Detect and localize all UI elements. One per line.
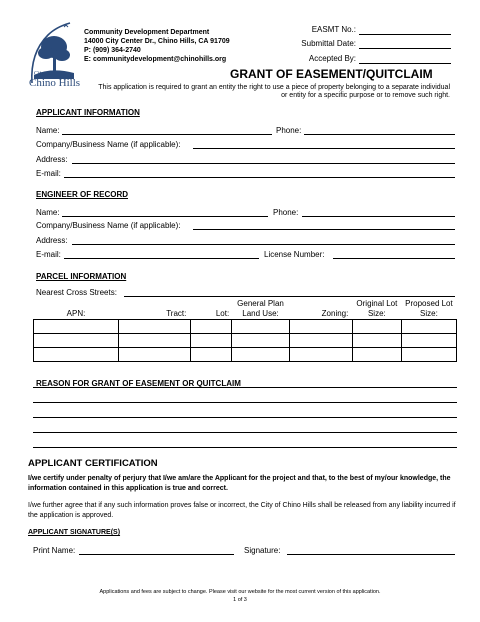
department-phone: P: (909) 364-2740 — [84, 47, 141, 54]
intro-text — [30, 84, 450, 100]
parcel-cell[interactable] — [290, 319, 353, 333]
easmt-field[interactable] — [359, 34, 451, 35]
logo-city-text: City of — [34, 71, 51, 77]
engineer-phone-field[interactable] — [302, 216, 455, 217]
reason-line[interactable] — [33, 387, 457, 388]
parcel-cell[interactable] — [119, 333, 191, 347]
applicant-heading: APPLICANT INFORMATION — [36, 108, 140, 117]
intro-line-1: This application is required to grant an entity the right to use a piece of property belonging to a separate individual — [98, 84, 450, 91]
print-name-label: Print Name: — [33, 546, 76, 555]
parcel-cell[interactable] — [231, 333, 290, 347]
reason-line[interactable] — [33, 402, 457, 403]
col-proposed-size: Proposed Lot Size: — [405, 298, 453, 318]
reason-heading: REASON FOR GRANT OF EASEMENT OR QUITCLAIM — [36, 379, 241, 388]
parcel-cell[interactable] — [352, 333, 401, 347]
footer — [0, 588, 480, 604]
applicant-address-field[interactable] — [72, 163, 455, 164]
parcel-cell[interactable] — [231, 347, 290, 361]
signature-label: Signature: — [244, 546, 281, 555]
parcel-row[interactable] — [34, 347, 457, 361]
applicant-name-label: Name: — [36, 126, 60, 135]
engineer-license-field[interactable] — [333, 258, 455, 259]
engineer-email-label: E-mail: — [36, 250, 61, 259]
submittal-label: Submittal Date: — [301, 39, 356, 48]
department-name: Community Development Department — [84, 29, 210, 36]
parcel-cell[interactable] — [34, 333, 119, 347]
department-address: 14000 City Center Dr., Chino Hills, CA 91709 — [84, 38, 230, 45]
parcel-header-row — [34, 297, 457, 319]
parcel-cell[interactable] — [231, 319, 290, 333]
engineer-heading: ENGINEER OF RECORD — [36, 190, 129, 199]
applicant-name-field[interactable] — [62, 134, 272, 135]
col-original-size: Original Lot Size: — [356, 298, 398, 318]
parcel-cell[interactable] — [119, 319, 191, 333]
reason-line[interactable] — [33, 417, 457, 418]
applicant-company-label: Company/Business Name (if applicable): — [36, 140, 181, 149]
parcel-table — [33, 297, 457, 362]
engineer-address-field[interactable] — [72, 244, 455, 245]
col-lot: Lot: — [215, 308, 230, 318]
accepted-by-field[interactable] — [359, 63, 451, 64]
department-info — [84, 28, 230, 64]
parcel-cell[interactable] — [290, 347, 353, 361]
parcel-row[interactable] — [34, 333, 457, 347]
signatures-heading: APPLICANT SIGNATURE(S) — [28, 529, 121, 536]
col-tract: Tract: — [166, 308, 187, 318]
applicant-address-label: Address: — [36, 155, 68, 164]
engineer-company-field[interactable] — [193, 229, 455, 230]
parcel-cell[interactable] — [401, 347, 456, 361]
logo-name-text: Chino Hills — [29, 77, 81, 89]
reason-line[interactable] — [33, 447, 457, 448]
applicant-phone-field[interactable] — [304, 134, 455, 135]
engineer-company-label: Company/Business Name (if applicable): — [36, 221, 181, 230]
parcel-cell[interactable] — [401, 333, 456, 347]
parcel-cell[interactable] — [190, 319, 231, 333]
parcel-heading: PARCEL INFORMATION — [36, 272, 127, 281]
col-land-use: General Plan Land Use: — [237, 298, 284, 318]
parcel-cell[interactable] — [190, 333, 231, 347]
city-logo — [26, 13, 81, 95]
parcel-row[interactable] — [34, 319, 457, 333]
page-number: 1 of 3 — [233, 597, 247, 603]
easmt-label: EASMT No.: — [311, 25, 356, 34]
col-apn: APN: — [66, 308, 86, 318]
cross-streets-label: Nearest Cross Streets: — [36, 288, 117, 297]
certification-heading: APPLICANT CERTIFICATION — [28, 458, 158, 469]
footer-note: Applications and fees are subject to change. Please visit our website for the most current version of this application. — [99, 589, 381, 595]
applicant-email-label: E-mail: — [36, 169, 61, 178]
parcel-cell[interactable] — [190, 347, 231, 361]
col-zoning: Zoning: — [321, 308, 349, 318]
parcel-cell[interactable] — [401, 319, 456, 333]
engineer-address-label: Address: — [36, 236, 68, 245]
parcel-cell[interactable] — [34, 319, 119, 333]
submittal-date-field[interactable] — [359, 48, 451, 49]
department-email: E: communitydevelopment@chinohills.org — [84, 56, 227, 63]
signature-field[interactable] — [287, 554, 455, 555]
parcel-cell[interactable] — [352, 319, 401, 333]
engineer-email-field[interactable] — [64, 258, 259, 259]
applicant-email-field[interactable] — [64, 177, 455, 178]
engineer-name-label: Name: — [36, 208, 60, 217]
engineer-license-label: License Number: — [264, 250, 325, 259]
print-name-field[interactable] — [79, 554, 234, 555]
reason-line[interactable] — [33, 432, 457, 433]
form-title: GRANT OF EASEMENT/QUITCLAIM — [230, 67, 433, 81]
parcel-cell[interactable] — [34, 347, 119, 361]
certification-para-2: I/we further agree that if any such information proves false or incorrect, the City of Chino Hills shall be released from any liability incurred if the application is approved. — [28, 502, 456, 519]
parcel-cell[interactable] — [352, 347, 401, 361]
accepted-label: Accepted By: — [308, 54, 356, 63]
certification-para-1: I/we certify under penalty of perjury that I/we am/are the Applicant for the project and that, to the best of my/our knowledge, the information contained in this application is true and correct. — [28, 475, 451, 492]
parcel-cell[interactable] — [290, 333, 353, 347]
applicant-phone-label: Phone: — [276, 126, 302, 135]
parcel-cell[interactable] — [119, 347, 191, 361]
intro-line-2: or entity for a specific purpose or to remove such right. — [281, 92, 450, 99]
engineer-phone-label: Phone: — [273, 208, 299, 217]
applicant-company-field[interactable] — [193, 148, 455, 149]
engineer-name-field[interactable] — [62, 216, 268, 217]
